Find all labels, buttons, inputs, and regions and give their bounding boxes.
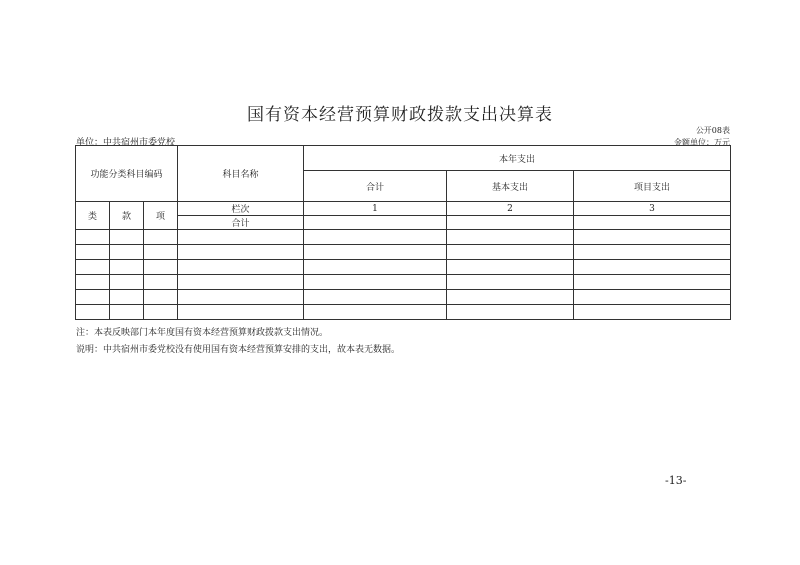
lanci-3: 3 <box>574 202 731 216</box>
header-code: 功能分类科目编码 <box>76 146 178 202</box>
sub-lei: 类 <box>76 202 110 230</box>
table-row <box>76 260 731 275</box>
sub-kuan: 款 <box>110 202 144 230</box>
table-row <box>76 230 731 245</box>
header-current-year: 本年支出 <box>304 146 731 171</box>
row-lanci: 栏次 <box>178 202 304 216</box>
table-note: 注：本表反映部门本年度国有资本经营预算财政拨款支出情况。 <box>76 328 329 338</box>
unit-label: 单位：中共宿州市委党校 <box>76 138 176 148</box>
page-title: 国有资本经营预算财政拨款支出决算表 <box>247 105 553 125</box>
table-row <box>76 305 731 320</box>
lanci-1: 1 <box>304 202 447 216</box>
page-number: -13- <box>665 474 687 487</box>
sub-xiang: 项 <box>144 202 178 230</box>
table-explanation: 说明：中共宿州市委党校没有使用国有资本经营预算安排的支出，故本表无数据。 <box>76 345 401 355</box>
expenditure-table <box>75 145 731 320</box>
header-name: 科目名称 <box>178 146 304 202</box>
table-row <box>76 290 731 305</box>
total-cell <box>574 216 731 230</box>
lanci-2: 2 <box>447 202 574 216</box>
amount-unit: 金额单位：万元 <box>674 138 730 147</box>
table-row <box>76 245 731 260</box>
form-number: 公开08表 <box>695 126 730 135</box>
col-project: 项目支出 <box>574 171 731 202</box>
total-cell <box>447 216 574 230</box>
total-cell <box>304 216 447 230</box>
table-row <box>76 275 731 290</box>
row-total: 合计 <box>178 216 304 230</box>
col-basic: 基本支出 <box>447 171 574 202</box>
col-total: 合计 <box>304 171 447 202</box>
